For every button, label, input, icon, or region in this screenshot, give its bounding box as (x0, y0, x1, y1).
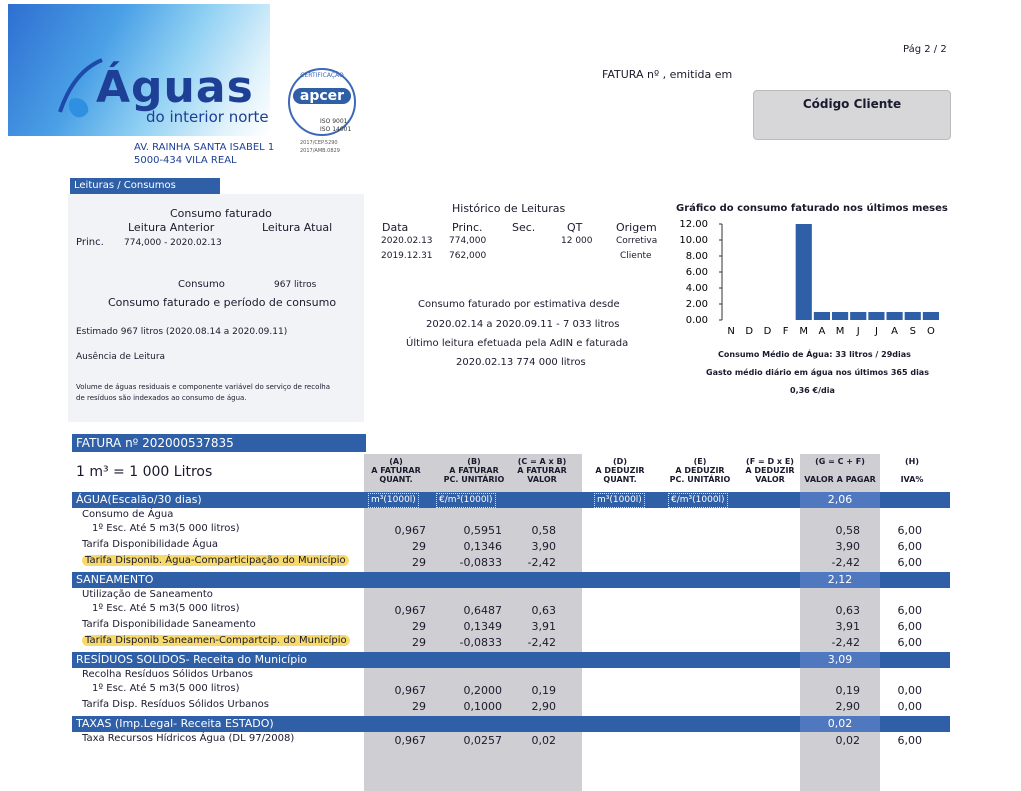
value-a: 0,967 (394, 604, 426, 617)
x-tick-label: A (891, 326, 899, 337)
unit-tag: m³(1000l) (368, 493, 419, 508)
header-line: A DEDUZIR (595, 466, 645, 475)
header-line: A DEDUZIR (675, 466, 725, 475)
princ-value: 774,000 - 2020.02.13 (124, 238, 222, 248)
section-title: RESÍDUOS SOLIDOS- Receita do Município (76, 653, 307, 666)
header-line: (B) (467, 457, 481, 466)
consumo-label: Consumo (178, 279, 225, 290)
x-tick-label: A (818, 326, 826, 337)
value-b: 0,0257 (463, 734, 502, 747)
line-item-label (82, 554, 349, 568)
line-item-text: Tarifa Disp. Resíduos Sólidos Urbanos (82, 699, 269, 710)
fatura-col-header (578, 457, 662, 484)
line-item-label (82, 588, 213, 602)
apcer-logo-text: apcer (293, 88, 351, 104)
line-item-label (92, 602, 240, 616)
header-line: PC. UNITÁRIO (669, 475, 731, 484)
value-a: 29 (412, 540, 426, 553)
iso-14001: ISO 14001 (320, 126, 352, 133)
princ-label: Princ. (76, 237, 104, 248)
historico-title: Histórico de Leituras (452, 202, 566, 215)
line-item-label (92, 682, 240, 696)
value-b: 0,5951 (463, 524, 502, 537)
value-a: 29 (412, 700, 426, 713)
hist-row1-princ: 774,000 (449, 236, 487, 246)
estimativa-line-1: Consumo faturado por estimativa desde (418, 299, 620, 310)
x-tick-label: D (745, 326, 754, 337)
consumption-chart (672, 214, 944, 340)
value-b: -0,0833 (459, 556, 502, 569)
value-b: -0,0833 (459, 636, 502, 649)
section-total: 2,12 (800, 572, 880, 588)
consumo-value: 967 litros (274, 280, 317, 290)
line-item-label (82, 634, 350, 648)
estimativa-line-3: Último leitura efetuada pela AdIN e faturada (406, 338, 629, 349)
bar (796, 224, 812, 320)
bar (923, 312, 939, 320)
value-a: 0,967 (394, 734, 426, 747)
value-g: 0,58 (835, 524, 860, 537)
header-line: A FATURAR (517, 466, 567, 475)
hist-col-qt: QT (567, 221, 583, 234)
unit-tag: m³(1000l) (594, 493, 645, 508)
value-h: 6,00 (897, 620, 922, 633)
header-line: (C = A x B) (517, 457, 567, 466)
value-g: 0,19 (835, 684, 860, 697)
cert-code-1: 2017/CEP.5290 (300, 140, 338, 146)
value-c: 0,02 (531, 734, 556, 747)
bar (832, 312, 848, 320)
header-line: IVA% (900, 475, 924, 484)
header-line: VALOR (527, 475, 557, 484)
bar (868, 312, 884, 320)
line-item-text: 1º Esc. Até 5 m3(5 000 litros) (92, 683, 240, 694)
x-tick-label: J (874, 326, 878, 337)
hist-row2-princ: 762,000 (449, 251, 487, 261)
fatura-col-header (500, 457, 584, 484)
value-h: 6,00 (897, 734, 922, 747)
value-a: 29 (412, 636, 426, 649)
col-leitura-atual: Leitura Atual (262, 221, 333, 234)
line-item-text: 1º Esc. Até 5 m3(5 000 litros) (92, 603, 240, 614)
cert-code-2: 2017/AMB.0829 (300, 148, 340, 154)
section-title: TAXAS (Imp.Legal- Receita ESTADO) (76, 717, 274, 730)
value-h: 6,00 (897, 636, 922, 649)
line-item-label (82, 698, 269, 712)
hist-col-origem: Origem (616, 221, 657, 234)
estimado-text: Estimado 967 litros (2020.08.14 a 2020.09.11) (76, 327, 288, 337)
line-item-text: Tarifa Disponibilidade Saneamento (82, 619, 256, 630)
line-item-label (82, 508, 173, 522)
unit-tag: €/m³(1000l) (436, 493, 496, 508)
line-item-text: Tarifa Disponibilidade Água (82, 539, 219, 550)
line-item-text: Tarifa Disponib Saneamen-Compartcip. do Município (82, 635, 350, 646)
value-b: 0,1349 (463, 620, 502, 633)
chart-note-3: 0,36 €/dia (790, 386, 835, 395)
line-item-text: Consumo de Água (82, 509, 174, 520)
hist-row1-data: 2020.02.13 (381, 236, 433, 246)
value-h: 6,00 (897, 604, 922, 617)
y-tick-label: 12.00 (679, 219, 708, 230)
col-leitura-anterior: Leitura Anterior (128, 221, 215, 234)
x-tick-label: N (727, 326, 735, 337)
hist-col-princ: Princ. (452, 221, 483, 234)
unit-tag: €/m³(1000l) (668, 493, 728, 508)
y-tick-label: 8.00 (685, 251, 708, 262)
header-line: PC. UNITÁRIO (443, 475, 505, 484)
value-a: 0,967 (394, 524, 426, 537)
hist-row1-origem: Corretiva (616, 236, 658, 246)
line-item-text: Utilização de Saneamento (82, 589, 213, 600)
logo-text: Águas (96, 62, 254, 113)
value-c: 0,58 (531, 524, 556, 537)
value-b: 0,1346 (463, 540, 502, 553)
nota-2: de resíduos são indexados ao consumo de água. (76, 394, 247, 402)
line-item-text: Tarifa Disponib. Água-Comparticipação do Município (82, 555, 349, 566)
x-tick-label: M (799, 326, 809, 337)
estimativa-line-4: 2020.02.13 774 000 litros (456, 357, 586, 368)
header-line: (G = C + F) (815, 457, 865, 466)
bar (905, 312, 921, 320)
value-c: 2,90 (531, 700, 556, 713)
value-g: 0,63 (835, 604, 860, 617)
value-h: 6,00 (897, 524, 922, 537)
x-tick-label: D (763, 326, 772, 337)
x-tick-label: M (835, 326, 845, 337)
line-item-label (82, 618, 256, 632)
leituras-bar: Leituras / Consumos (70, 178, 220, 194)
header-line: (H) (904, 457, 919, 466)
value-a: 0,967 (394, 684, 426, 697)
hist-row2-data: 2019.12.31 (381, 251, 433, 261)
value-g: 0,02 (835, 734, 860, 747)
bar (887, 312, 903, 320)
header-line (870, 466, 954, 475)
line-item-label (92, 522, 240, 536)
header-line: (E) (693, 457, 707, 466)
value-c: -2,42 (527, 556, 556, 569)
line-item-text: Taxa Recursos Hídricos Água (DL 97/2008) (82, 733, 295, 744)
address-line-1: AV. RAINHA SANTA ISABEL 1 (134, 142, 275, 153)
chart-note-1: Consumo Médio de Água: 33 litros / 29dias (718, 350, 911, 359)
section-total: 2,06 (800, 492, 880, 508)
y-tick-label: 0.00 (685, 315, 708, 326)
iso-9001: ISO 9001 (320, 118, 348, 125)
value-h: 0,00 (897, 684, 922, 697)
header-line: A DEDUZIR (745, 466, 795, 475)
line-item-label (82, 732, 294, 746)
value-b: 0,1000 (463, 700, 502, 713)
invoice-issue-line: FATURA nº , emitida em (602, 68, 733, 81)
ausencia-leitura: Ausência de Leitura (76, 352, 166, 362)
bar (814, 312, 830, 320)
chart-note-2: Gasto médio diário em água nos últimos 365 dias (706, 368, 929, 377)
fatura-col-header (870, 457, 954, 484)
x-tick-label: J (856, 326, 860, 337)
line-item-text: Recolha Resíduos Sólidos Urbanos (82, 669, 253, 680)
header-line: (A) (389, 457, 403, 466)
unit-conversion: 1 m³ = 1 000 Litros (76, 464, 213, 480)
logo-subtext: do interior norte (146, 108, 269, 126)
value-h: 6,00 (897, 556, 922, 569)
value-g: 3,90 (835, 540, 860, 553)
value-c: -2,42 (527, 636, 556, 649)
x-tick-label: O (926, 326, 935, 337)
client-code-box (753, 90, 951, 140)
value-g: -2,42 (831, 556, 860, 569)
value-a: 29 (412, 556, 426, 569)
y-tick-label: 4.00 (685, 283, 708, 294)
section-title: ÁGUA(Escalão/30 dias) (76, 493, 202, 506)
apcer-arc-text: CERTIFICAÇÃO (300, 72, 344, 79)
section-title: SANEAMENTO (76, 573, 154, 586)
page-number: Pág 2 / 2 (903, 44, 947, 55)
value-c: 0,19 (531, 684, 556, 697)
section-total: 3,09 (800, 652, 880, 668)
x-tick-label: F (782, 326, 789, 337)
line-item-label (82, 668, 253, 682)
hist-col-data: Data (382, 221, 409, 234)
x-tick-label: S (909, 326, 916, 337)
hist-row2-origem: Cliente (620, 251, 652, 261)
header-line: QUANT. (603, 475, 637, 484)
value-g: 3,91 (835, 620, 860, 633)
section-total: 0,02 (800, 716, 880, 732)
address-line-2: 5000-434 VILA REAL (134, 155, 237, 166)
bar (850, 312, 866, 320)
header-line: QUANT. (379, 475, 413, 484)
value-c: 3,91 (531, 620, 556, 633)
value-g: -2,42 (831, 636, 860, 649)
value-b: 0,6487 (463, 604, 502, 617)
hist-col-sec: Sec. (512, 221, 536, 234)
value-c: 3,90 (531, 540, 556, 553)
value-b: 0,2000 (463, 684, 502, 697)
y-tick-label: 6.00 (685, 267, 708, 278)
value-c: 0,63 (531, 604, 556, 617)
nota-1: Volume de águas residuais e componente variável do serviço de recolha (76, 383, 331, 391)
y-tick-label: 10.00 (679, 235, 708, 246)
estimativa-line-2: 2020.02.14 a 2020.09.11 - 7 033 litros (426, 319, 620, 330)
line-item-text: 1º Esc. Até 5 m3(5 000 litros) (92, 523, 240, 534)
consumo-faturado-title: Consumo faturado (170, 207, 272, 220)
header-line: VALOR A PAGAR (804, 475, 876, 484)
header-line: A FATURAR (449, 466, 499, 475)
value-h: 0,00 (897, 700, 922, 713)
hist-row1-qt: 12 000 (561, 236, 593, 246)
fatura-col-header (354, 457, 438, 484)
value-h: 6,00 (897, 540, 922, 553)
header-line: VALOR (755, 475, 785, 484)
consumo-periodo-title: Consumo faturado e período de consumo (108, 296, 337, 309)
line-item-label (82, 538, 218, 552)
fatura-bar: FATURA nº 202000537835 (72, 434, 366, 452)
chart-title: Gráfico do consumo faturado nos últimos meses (676, 203, 948, 214)
client-code-label: Código Cliente (802, 97, 902, 111)
header-line: (F = D x E) (746, 457, 794, 466)
header-line: A FATURAR (371, 466, 421, 475)
y-tick-label: 2.00 (685, 299, 708, 310)
value-g: 2,90 (835, 700, 860, 713)
value-a: 29 (412, 620, 426, 633)
header-line: (D) (613, 457, 627, 466)
